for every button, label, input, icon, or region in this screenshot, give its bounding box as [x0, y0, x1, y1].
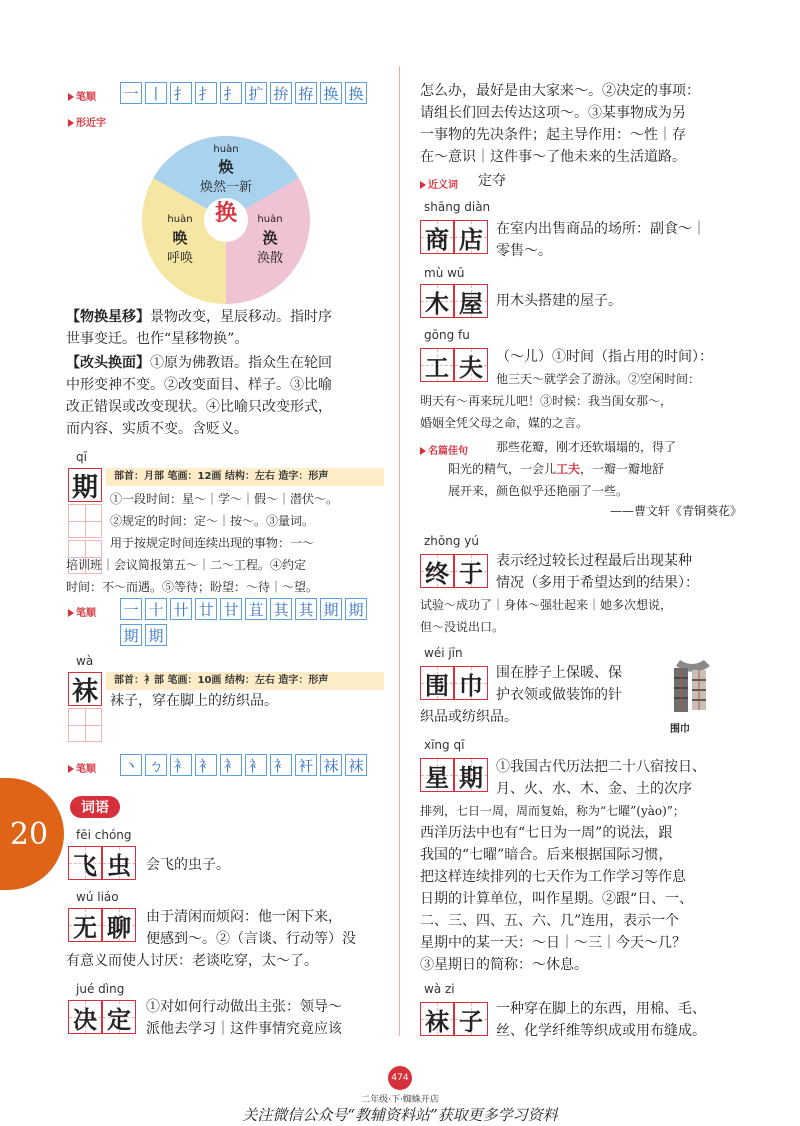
weijin-char-2: 巾: [454, 666, 488, 700]
zhongyu-def-1: 表示经过较长过程最后出现某种: [496, 553, 692, 569]
weijin-char-1: 围: [420, 666, 454, 700]
huan-stroke-5: 扌: [220, 82, 242, 104]
xingqi-def-9: 星期中的某一天：～日｜～三｜今天～几？: [420, 935, 686, 951]
wuliao-char-1: 无: [68, 908, 102, 942]
qi-pinyin: qī: [76, 450, 87, 464]
huan-stroke-8: 拵: [295, 82, 317, 104]
wa-stroke-4: 衤: [195, 754, 217, 776]
stroke-order-row-qi: [120, 598, 367, 620]
gongfu-char-1: 工: [420, 348, 454, 382]
scarf-image: [666, 656, 718, 716]
jueding-char-2: 定: [102, 1000, 136, 1034]
qi-stroke-8: 其: [295, 598, 317, 620]
qi-char: 期: [68, 468, 102, 502]
idiom-1-line1: 景物改变，星辰移动。指时序: [150, 309, 332, 325]
zhongyu-def-4: 但～没说出口。: [420, 620, 505, 634]
feichong-word: [68, 846, 136, 880]
idiom-2-line2: 中形变神不变。②改变面目、样子。③比喻: [66, 377, 332, 393]
footer-promo: 关注微信公众号“教辅资料站”获取更多学习资料: [242, 1106, 558, 1124]
wa-info-bar: 部首：衤部 笔画：10画 结构：左右 造字：形声: [106, 672, 384, 690]
muwu-word: [420, 284, 488, 318]
wa-stroke-1: 丶: [120, 754, 142, 776]
qi-stroke-3: 卄: [170, 598, 192, 620]
scarf-caption: 围巾: [670, 724, 690, 735]
shangdian-pinyin: shāng diàn: [424, 200, 491, 214]
pie-right-char: 涣: [262, 229, 278, 247]
zhongyu-def-3: 试验～成功了｜身体～强壮起来｜她多次想说，: [420, 598, 673, 612]
pie-right-pinyin: huàn: [257, 214, 283, 225]
wa-stroke-5: 衤: [220, 754, 242, 776]
wa-stroke-8: 衦: [295, 754, 317, 776]
synonym-label: 近义词: [420, 176, 458, 191]
wa-def: 袜子，穿在脚上的纺织品。: [110, 693, 278, 709]
qi-stroke-10: 期: [345, 598, 367, 620]
xingqi-def-10: ③星期日的简称：～休息。: [420, 957, 588, 973]
jueding-def-4: 请组长们回去传达这项～。③某事物成为另: [420, 105, 686, 121]
wazi-char-2: 子: [454, 1002, 488, 1036]
qi-def-1: ①一段时间：星～｜学～｜假～｜潜伏～。: [110, 492, 339, 506]
gongfu-def-4: 婚姻全凭父母之命，媒的之言。: [420, 416, 589, 430]
qi-stroke-1: 一: [120, 598, 142, 620]
wa-pinyin: wà: [76, 654, 94, 668]
wa-stroke-3: 衤: [170, 754, 192, 776]
idiom-1: [66, 306, 332, 328]
qi-stroke-9: 期: [320, 598, 342, 620]
footer-grade: 二年级·下·蜘蛛开店: [361, 1095, 439, 1105]
pie-center-char: 换: [214, 200, 237, 226]
pie-left-pinyin: huàn: [167, 214, 193, 225]
jueding-def-3: 怎么办，最好是由大家来～。②决定的事项：: [420, 83, 700, 99]
shangdian-def-2: 零售～。: [496, 243, 552, 259]
weijin-def-3: 织品或纺织品。: [420, 709, 518, 725]
xingqi-def-5: 我国的“七曜”暗合。后来根据国际习惯，: [420, 847, 673, 863]
jueding-pinyin: jué dìng: [76, 982, 125, 996]
qi-row2-stroke-1: 期: [120, 624, 142, 646]
jueding-word: [68, 1000, 136, 1034]
shangdian-def-1: 在室内出售商品的场所：副食～｜: [496, 221, 706, 237]
zhongyu-def-2: 情况（多用于希望达到的结果）：: [496, 575, 699, 591]
pie-left-word: 呼唤: [166, 251, 193, 266]
qi-info-bar: 部首：月部 笔画：12画 结构：左右 造字：形声: [106, 468, 384, 486]
muwu-pinyin: mù wū: [424, 266, 465, 280]
weijin-pinyin: wéi jīn: [424, 646, 463, 660]
pie-top-char: 焕: [218, 158, 234, 176]
qi-stroke-label: 笔顺: [68, 604, 96, 619]
xingqi-def-7: 日期的计算单位，叫作星期。②跟“日、一、: [420, 891, 694, 907]
idiom-1-title: 【物换星移】: [66, 309, 150, 325]
wuliao-def-2: 便感到～。②（言谈、行动等）没: [146, 931, 356, 947]
zhongyu-pinyin: zhōng yú: [424, 534, 479, 548]
xingqi-def-4: 西洋历法中也有“七日为一周”的说法，跟: [420, 825, 673, 841]
gongfu-def-3: 明天有～再来玩儿吧！③时候：我当闺女那～，: [420, 394, 673, 408]
qi-stroke-2: 十: [145, 598, 167, 620]
wa-stroke-2: ㄅ: [145, 754, 167, 776]
quote-line-3: 展开来，颜色似乎还艳丽了一些。: [448, 484, 629, 498]
xingqi-def-3: 排列，七日一周，周而复始，称为“七曜”(yào)”；: [420, 804, 685, 818]
gongfu-def-2: 他三天～就学会了游泳。②空闲时间：: [496, 372, 701, 386]
stroke-order-row-wa: [120, 754, 367, 776]
gongfu-char-2: 夫: [454, 348, 488, 382]
idiom-1-line2: 世事变迁。也作“星移物换”。: [66, 331, 249, 347]
feichong-pinyin: fēi chóng: [76, 828, 132, 842]
wazi-def-1: 一种穿在脚上的东西，用棉、毛、: [496, 1001, 706, 1017]
wuliao-def-3: 有意义而使人讨厌：老谈吃穿，太～了。: [66, 953, 318, 969]
footer-page-badge: 474: [388, 1066, 412, 1090]
pie-left-char: 唤: [172, 229, 188, 247]
idiom-2-line4: 而内容、实质不变。含贬义。: [66, 421, 248, 437]
idiom-2-line3: 改正错误或改变现状。④比喻只改变形式，: [66, 399, 332, 415]
muwu-char-2: 屋: [454, 284, 488, 318]
xingqi-def-2: 月、火、水、木、金、土的次序: [496, 781, 692, 797]
idiom-2-title: 【改头换面】: [66, 355, 150, 371]
wa-stroke-label: 笔顺: [68, 760, 96, 775]
qi-row2-stroke-2: 期: [145, 624, 167, 646]
wazi-pinyin: wà zi: [424, 982, 455, 996]
huan-stroke-6: 扩: [245, 82, 267, 104]
stroke-order-row-qi-2: [120, 624, 167, 646]
qi-stroke-5: 甘: [220, 598, 242, 620]
huan-stroke-3: 扌: [170, 82, 192, 104]
qi-stroke-7: 其: [270, 598, 292, 620]
wazi-word: [420, 1002, 488, 1036]
gongfu-word: [420, 348, 488, 382]
xingqi-char-2: 期: [454, 758, 488, 792]
jueding-def-1: ①对如何行动做出主张：领导～: [146, 999, 342, 1015]
qi-def-3: 用于按规定时间连续出现的事物：一～: [110, 536, 315, 550]
wazi-char-1: 袜: [420, 1002, 454, 1036]
idiom-2: [66, 352, 332, 374]
quote-line-2: 阳光的精气，一会儿工夫，一瓣一瓣地舒: [448, 462, 665, 476]
jueding-def-6: 在～意识｜这件事～了他未来的生活道路。: [420, 149, 686, 165]
wuliao-word: [68, 908, 136, 942]
huan-stroke-10: 换: [345, 82, 367, 104]
wa-stroke-7: 衤: [270, 754, 292, 776]
jueding-def-5: 一事物的先决条件；起主导作用：～性｜存: [420, 127, 686, 143]
wa-practice-grid-1: [68, 708, 102, 742]
qi-stroke-6: 苴: [245, 598, 267, 620]
qi-stroke-4: 廿: [195, 598, 217, 620]
jueding-char-1: 决: [68, 1000, 102, 1034]
wa-stroke-10: 袜: [345, 754, 367, 776]
quote-source: ——曹文轩《青铜葵花》: [610, 504, 743, 518]
huan-stroke-7: 拚: [270, 82, 292, 104]
qi-def-2: ②规定的时间：定～｜按～。③量词。: [110, 514, 315, 528]
qi-def-5: 时间：不～而遇。⑤等待；盼望：～待｜～望。: [66, 580, 319, 594]
xingqi-def-1: ①我国古代历法把二十八宿按日、: [496, 759, 706, 775]
ciyu-heading: 词语: [70, 796, 120, 818]
weijin-def-1: 围在脖子上保暖、保: [496, 665, 622, 681]
qi-practice-grid-1: [68, 504, 102, 538]
idiom-2-line1: ①原为佛教语。指众生在轮回: [150, 355, 332, 371]
zhongyu-char-1: 终: [420, 554, 454, 588]
huan-stroke-2: 丨: [145, 82, 167, 104]
quote-highlight: 工夫: [556, 462, 581, 476]
feichong-char-2: 虫: [102, 846, 136, 880]
shangdian-char-1: 商: [420, 220, 454, 254]
pie-top-pinyin: huàn: [213, 144, 239, 155]
huan-stroke-1: 一: [120, 82, 142, 104]
zhongyu-char-2: 于: [454, 554, 488, 588]
wa-char: 袜: [68, 672, 102, 706]
stroke-order-label: 笔顺: [68, 88, 96, 103]
xingqi-def-6: 把这样连续排列的七天作为工作学习等作息: [420, 869, 686, 885]
weijin-def-2: 护衣领或做装饰的针: [496, 687, 622, 703]
qi-def-4: 培训班｜会议简报第五～｜二～工程。④约定: [66, 558, 307, 572]
column-divider: [399, 66, 400, 1036]
zhongyu-word: [420, 554, 488, 588]
xingqi-pinyin: xīng qī: [424, 738, 465, 752]
muwu-char-1: 木: [420, 284, 454, 318]
huan-stroke-4: 扌: [195, 82, 217, 104]
shangdian-char-2: 店: [454, 220, 488, 254]
stroke-order-row-huan: [120, 82, 367, 104]
feichong-def: 会飞的虫子。: [146, 857, 230, 873]
gongfu-def-1: （～儿）①时间（指占用的时间）：: [496, 349, 713, 365]
page-number-tab: 20: [0, 778, 64, 890]
weijin-word: [420, 666, 488, 700]
feichong-char-1: 飞: [68, 846, 102, 880]
quote-line-1: 那些花瓣，刚才还软塌塌的，得了: [496, 440, 677, 454]
wa-stroke-9: 袜: [320, 754, 342, 776]
xingqi-char-1: 星: [420, 758, 454, 792]
wuliao-char-2: 聊: [102, 908, 136, 942]
synonym-value: 定夺: [478, 173, 506, 189]
wuliao-pinyin: wú liáo: [76, 890, 119, 904]
quote-label: 名篇佳句: [420, 442, 468, 457]
pie-top-word: 焕然一新: [199, 180, 252, 195]
huan-stroke-9: 换: [320, 82, 342, 104]
gongfu-pinyin: gōng fu: [424, 328, 470, 342]
wa-stroke-6: 衤: [245, 754, 267, 776]
wuliao-def-1: 由于清闲而烦闷：他一闲下来，: [146, 909, 342, 925]
jueding-def-2: 派他去学习｜这件事情究竟应该: [146, 1021, 342, 1037]
shangdian-word: [420, 220, 488, 254]
wazi-def-2: 丝、化学纤维等织成或用布缝成。: [496, 1023, 706, 1039]
muwu-def: 用木头搭建的屋子。: [496, 293, 622, 309]
xingqi-word: [420, 758, 488, 792]
xingqi-def-8: 二、三、四、五、六、几”连用，表示一个: [420, 913, 680, 929]
similar-chars-label: 形近字: [68, 114, 106, 129]
pie-right-word: 涣散: [256, 251, 283, 266]
